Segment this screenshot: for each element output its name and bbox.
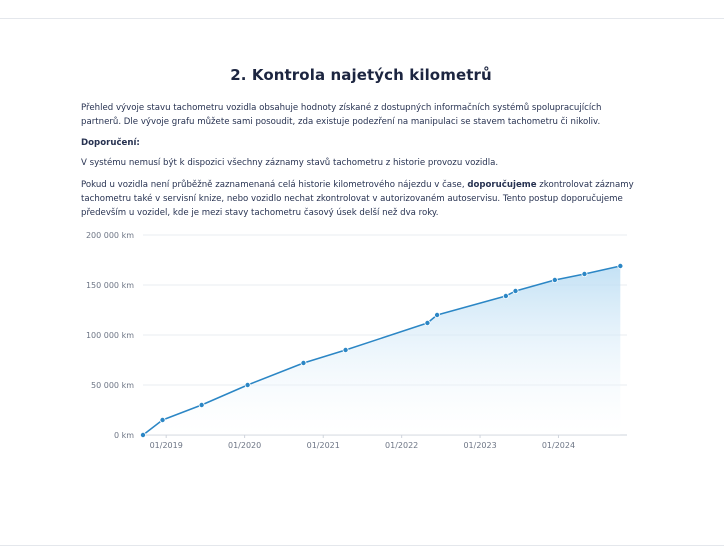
data-point[interactable]	[434, 312, 439, 317]
data-point[interactable]	[343, 347, 348, 352]
x-axis-labels	[150, 435, 576, 450]
mileage-area-fill	[143, 266, 620, 435]
x-tick-label: 01/2022	[385, 441, 419, 450]
intro-paragraph: Přehled vývoje stavu tachometru vozidla obsahuje hodnoty získané z dostupných informačních systémů spolupracujících partnerů. Dle vývoje grafu můžete sami posoudit, zda existuje podezření na manipulaci se stavem tachometru či nikoliv.	[81, 103, 602, 127]
data-point[interactable]	[160, 417, 165, 422]
chart-area	[143, 266, 620, 435]
y-tick-label: 0 km	[113, 431, 134, 440]
y-axis-labels	[86, 231, 134, 440]
x-tick-label: 01/2019	[149, 441, 183, 450]
y-tick-label: 50 000 km	[91, 381, 134, 390]
data-point[interactable]	[245, 382, 250, 387]
bottom-divider	[0, 545, 724, 546]
recommendation-text-start: Pokud u vozidla není průběžně zaznamenaná celá historie kilometrového nájezdu v čase,	[81, 180, 468, 190]
data-point[interactable]	[582, 271, 587, 276]
y-tick-label: 100 000 km	[85, 331, 134, 340]
data-point[interactable]	[425, 320, 430, 325]
data-point[interactable]	[513, 288, 518, 293]
section-title: 2. Kontrola najetých kilometrů	[230, 66, 492, 84]
x-tick-label: 01/2024	[541, 441, 576, 450]
x-tick-label: 01/2020	[227, 441, 262, 450]
data-point[interactable]	[552, 277, 557, 282]
data-point[interactable]	[301, 360, 306, 365]
data-point[interactable]	[140, 432, 145, 437]
recommendation-text-end: zkontrolovat záznamy tachometru také v servisní knize, nebo vozidlo nechat zkontrolovat v autorizovaném autoservisu. Tento postup doporučujeme především u vozidel, kde je mezi stavy tachometru časový úsek delší než dva roky.	[81, 180, 634, 218]
availability-note: V systému nemusí být k dispozici všechny záznamy stavů tachometru z historie provozu vozidla.	[81, 158, 499, 168]
x-tick-label: 01/2021	[306, 441, 340, 450]
y-tick-label: 150 000 km	[85, 281, 134, 290]
y-tick-label: 200 000 km	[85, 231, 134, 240]
data-point[interactable]	[503, 293, 508, 298]
x-tick-label: 01/2023	[463, 441, 497, 450]
data-point[interactable]	[618, 263, 623, 268]
recommendation-emphasis: doporučujeme	[467, 180, 537, 190]
data-point[interactable]	[199, 402, 204, 407]
recommendation-heading: Doporučení:	[81, 138, 140, 148]
